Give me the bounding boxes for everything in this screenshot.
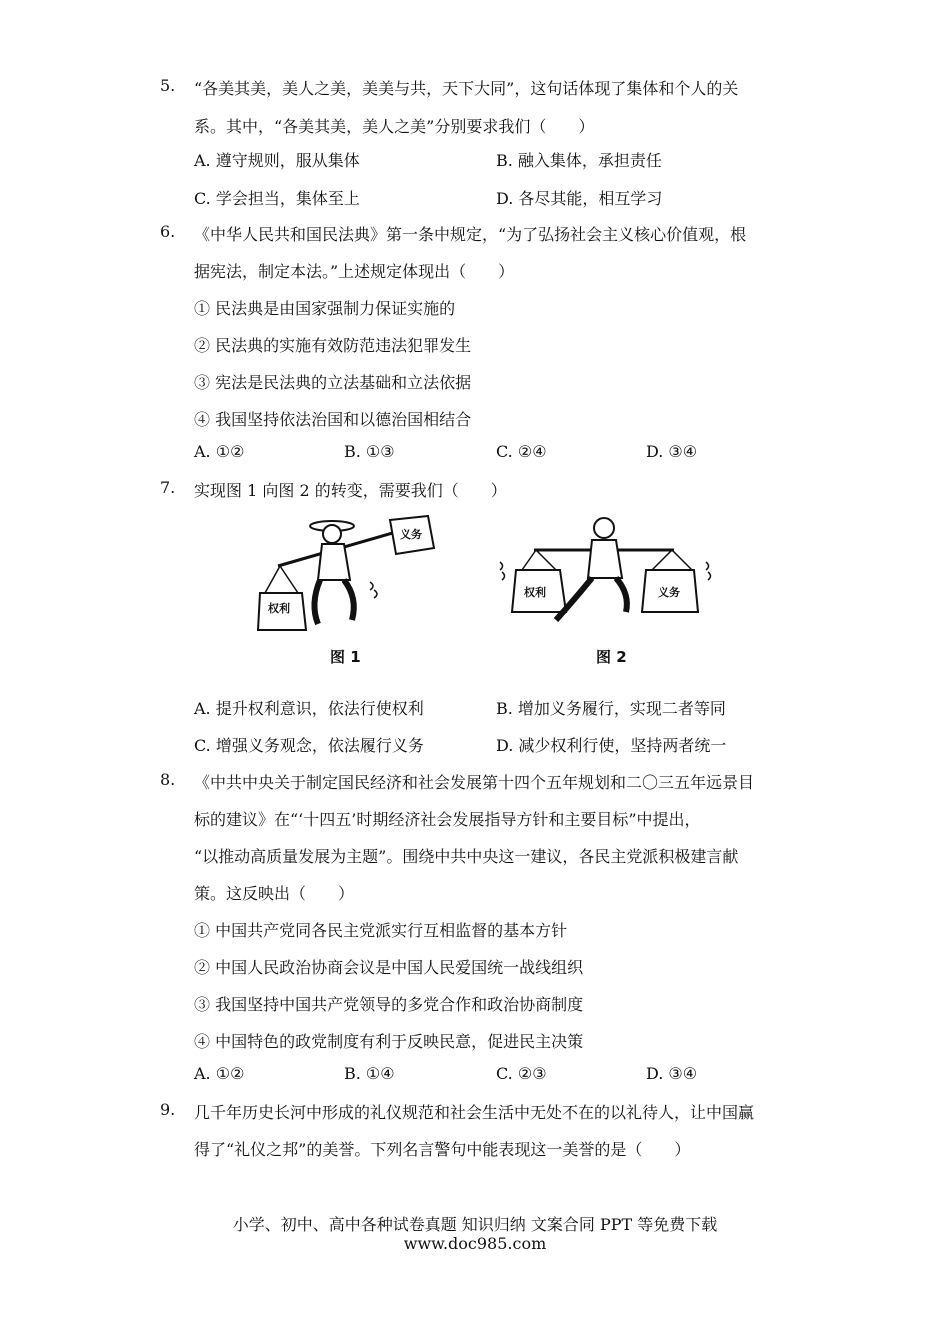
footer-url[interactable]: www.doc985.com	[403, 1234, 547, 1253]
option-c: C. ②④	[496, 442, 547, 461]
option-b: B. 融入集体，承担责任	[496, 151, 662, 170]
question-text-line: 标的建议》在“‘十四五’时期经济社会发展指导方针和主要目标”中提出，	[194, 810, 701, 829]
question-number: 7.	[160, 478, 176, 497]
statement: ① 民法典是由国家强制力保证实施的	[194, 299, 456, 318]
question-number: 8.	[160, 770, 176, 789]
statement: ④ 中国特色的政党制度有利于反映民意，促进民主决策	[194, 1032, 584, 1051]
question-text-line: 得了“礼仪之邦”的美誉。下列名言警句中能表现这一美誉的是（ ）	[194, 1140, 691, 1159]
question-text-line: 系。其中，“各美其美，美人之美”分别要求我们（ ）	[194, 117, 595, 136]
question-text-line: 《中共中央关于制定国民经济和社会发展第十四个五年规划和二〇三五年远景目	[194, 773, 755, 792]
statement: ③ 宪法是民法典的立法基础和立法依据	[194, 373, 472, 392]
option-c: C. 增强义务观念，依法履行义务	[194, 736, 424, 755]
footer-promo: 小学、初中、高中各种试卷真题 知识归纳 文案合同 PPT 等免费下载	[232, 1215, 718, 1234]
question-number: 6.	[160, 222, 176, 241]
question-text-line: “以推动高质量发展为主题”。围绕中共中央这一建议，各民主党派积极建言献	[194, 847, 739, 866]
statement: ② 民法典的实施有效防范违法犯罪发生	[194, 336, 472, 355]
option-b: B. 增加义务履行，实现二者等同	[496, 699, 726, 718]
option-c: C. ②③	[496, 1064, 547, 1083]
option-a: A. ①②	[194, 1064, 245, 1083]
option-d: D. 各尽其能，相互学习	[496, 189, 663, 208]
question-text-line: 据宪法，制定本法。”上述规定体现出（ ）	[194, 262, 515, 281]
option-b: B. ①③	[344, 442, 395, 461]
option-d: D. ③④	[646, 1064, 698, 1083]
question-text-line: 几千年历史长河中形成的礼仪规范和社会生活中无处不在的以礼待人，让中国赢	[194, 1103, 755, 1122]
question-text-line: 策。这反映出（ ）	[194, 884, 355, 903]
option-d: D. 减少权利行使，坚持两者统一	[496, 736, 727, 755]
option-a: A. 提升权利意识，依法行使权利	[194, 699, 424, 718]
statement: ② 中国人民政治协商会议是中国人民爱国统一战线组织	[194, 958, 584, 977]
option-a: A. ①②	[194, 442, 245, 461]
bag-label-duties: 义务	[400, 528, 422, 541]
question-number: 9.	[160, 1100, 176, 1119]
figure-2-illustration	[496, 508, 716, 643]
statement: ① 中国共产党同各民主党派实行互相监督的基本方针	[194, 921, 568, 940]
question-number: 5.	[160, 76, 176, 95]
option-c: C. 学会担当，集体至上	[194, 189, 360, 208]
question-text-line: 实现图 1 向图 2 的转变，需要我们（ ）	[194, 481, 507, 500]
statement: ③ 我国坚持中国共产党领导的多党合作和政治协商制度	[194, 995, 584, 1014]
bag-label-rights: 权利	[524, 586, 546, 599]
question-text-line: 《中华人民共和国民法典》第一条中规定，“为了弘扬社会主义核心价值观，根	[194, 225, 747, 244]
figure-1	[240, 508, 440, 668]
statement: ④ 我国坚持依法治国和以德治国相结合	[194, 410, 472, 429]
option-b: B. ①④	[344, 1064, 395, 1083]
option-a: A. 遵守规则，服从集体	[194, 151, 360, 170]
bag-label-rights: 权利	[268, 602, 290, 615]
figure-2-caption: 图 2	[596, 648, 627, 666]
figure-1-caption: 图 1	[330, 648, 361, 666]
figure-2	[496, 508, 716, 668]
bag-label-duties: 义务	[658, 586, 680, 599]
option-d: D. ③④	[646, 442, 698, 461]
question-text-line: “各美其美，美人之美，美美与共，天下大同”，这句话体现了集体和个人的关	[194, 79, 739, 98]
